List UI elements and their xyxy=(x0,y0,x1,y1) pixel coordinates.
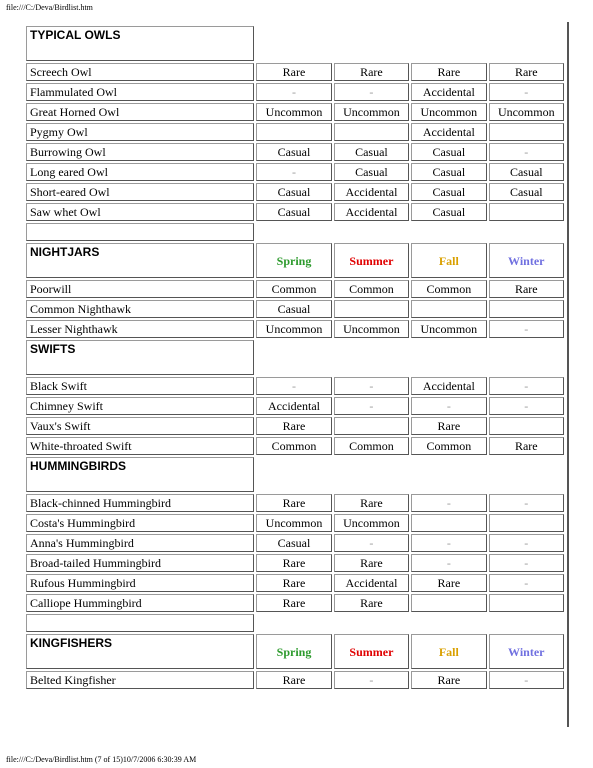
spacer-row xyxy=(26,223,564,241)
table-row xyxy=(26,63,564,81)
status-cell-summer: Rare xyxy=(334,494,409,512)
status-cell-winter: - xyxy=(489,397,564,415)
status-cell-spring: Common xyxy=(256,280,331,298)
section-header-row xyxy=(26,634,564,669)
empty-header-cell xyxy=(334,340,409,375)
bird-name: Poorwill xyxy=(26,280,254,298)
table-row xyxy=(26,83,564,101)
status-cell-fall: Common xyxy=(411,437,486,455)
bird-name: Vaux's Swift xyxy=(26,417,254,435)
status-cell-spring xyxy=(256,123,331,141)
status-cell-summer xyxy=(334,300,409,318)
table-row xyxy=(26,437,564,455)
bird-name: Pygmy Owl xyxy=(26,123,254,141)
bird-name: Long eared Owl xyxy=(26,163,254,181)
section-title: NIGHTJARS xyxy=(26,243,254,278)
status-cell-fall: Uncommon xyxy=(411,103,486,121)
status-cell-spring: Rare xyxy=(256,417,331,435)
status-cell-spring: Rare xyxy=(256,594,331,612)
status-cell-summer: Common xyxy=(334,437,409,455)
status-cell-winter xyxy=(489,300,564,318)
status-cell-fall: - xyxy=(411,494,486,512)
bird-name: Black Swift xyxy=(26,377,254,395)
status-cell-fall: Casual xyxy=(411,163,486,181)
status-cell-spring: Casual xyxy=(256,534,331,552)
status-cell-fall: - xyxy=(411,554,486,572)
table-row xyxy=(26,300,564,318)
status-cell-fall: Rare xyxy=(411,63,486,81)
status-cell-fall: Casual xyxy=(411,183,486,201)
status-cell-spring: Casual xyxy=(256,203,331,221)
status-cell-spring: Common xyxy=(256,437,331,455)
empty-header-cell xyxy=(334,457,409,492)
status-cell-summer: Rare xyxy=(334,63,409,81)
status-cell-winter xyxy=(489,594,564,612)
bird-name: Flammulated Owl xyxy=(26,83,254,101)
status-cell-fall: Accidental xyxy=(411,83,486,101)
status-cell-spring: Accidental xyxy=(256,397,331,415)
status-cell-winter: - xyxy=(489,574,564,592)
status-cell-summer: Common xyxy=(334,280,409,298)
page-right-border xyxy=(567,22,569,727)
bird-name: Lesser Nighthawk xyxy=(26,320,254,338)
status-cell-summer: Uncommon xyxy=(334,514,409,532)
bird-name: Burrowing Owl xyxy=(26,143,254,161)
bird-name: Common Nighthawk xyxy=(26,300,254,318)
bird-name: Screech Owl xyxy=(26,63,254,81)
table-row xyxy=(26,203,564,221)
table-row xyxy=(26,594,564,612)
season-header-spring: Spring xyxy=(256,243,331,278)
status-cell-winter: - xyxy=(489,320,564,338)
table-row xyxy=(26,514,564,532)
bird-name: Anna's Hummingbird xyxy=(26,534,254,552)
table-row xyxy=(26,280,564,298)
empty-cell xyxy=(411,614,486,632)
status-cell-summer: Accidental xyxy=(334,574,409,592)
table-row xyxy=(26,534,564,552)
season-header-spring: Spring xyxy=(256,634,331,669)
table-row xyxy=(26,103,564,121)
status-cell-winter xyxy=(489,514,564,532)
status-cell-fall xyxy=(411,300,486,318)
table-row xyxy=(26,143,564,161)
table-row xyxy=(26,397,564,415)
status-cell-summer: Accidental xyxy=(334,203,409,221)
table-row xyxy=(26,554,564,572)
status-cell-fall: Rare xyxy=(411,574,486,592)
status-cell-spring: - xyxy=(256,377,331,395)
season-header-fall: Fall xyxy=(411,243,486,278)
section-header-row xyxy=(26,457,564,492)
empty-cell xyxy=(256,223,331,241)
table-row xyxy=(26,320,564,338)
status-cell-spring: Casual xyxy=(256,143,331,161)
season-header-winter: Winter xyxy=(489,243,564,278)
status-cell-summer xyxy=(334,123,409,141)
status-cell-fall: Common xyxy=(411,280,486,298)
season-header-winter: Winter xyxy=(489,634,564,669)
table-row xyxy=(26,494,564,512)
status-cell-fall: Casual xyxy=(411,203,486,221)
status-cell-winter: Rare xyxy=(489,280,564,298)
status-cell-summer: - xyxy=(334,397,409,415)
status-cell-fall: Uncommon xyxy=(411,320,486,338)
status-cell-fall: Rare xyxy=(411,671,486,689)
bird-name: Saw whet Owl xyxy=(26,203,254,221)
empty-cell xyxy=(489,223,564,241)
empty-cell xyxy=(334,614,409,632)
status-cell-winter: - xyxy=(489,377,564,395)
season-header-summer: Summer xyxy=(334,634,409,669)
bird-name: Black-chinned Hummingbird xyxy=(26,494,254,512)
table-row xyxy=(26,183,564,201)
section-header-row xyxy=(26,26,564,61)
status-cell-spring: Rare xyxy=(256,494,331,512)
section-title: HUMMINGBIRDS xyxy=(26,457,254,492)
table-row xyxy=(26,671,564,689)
status-cell-spring: Rare xyxy=(256,554,331,572)
status-cell-fall: - xyxy=(411,534,486,552)
status-cell-spring: Rare xyxy=(256,63,331,81)
status-cell-winter: - xyxy=(489,494,564,512)
status-cell-winter xyxy=(489,123,564,141)
empty-header-cell xyxy=(411,26,486,61)
empty-cell xyxy=(411,223,486,241)
bird-name: Short-eared Owl xyxy=(26,183,254,201)
table-row xyxy=(26,163,564,181)
season-header-summer: Summer xyxy=(334,243,409,278)
bird-name: Chimney Swift xyxy=(26,397,254,415)
table-row xyxy=(26,377,564,395)
status-cell-winter: - xyxy=(489,83,564,101)
status-cell-winter: Rare xyxy=(489,63,564,81)
status-cell-summer: Accidental xyxy=(334,183,409,201)
empty-header-cell xyxy=(256,340,331,375)
browser-page-footer: file:///C:/Deva/Birdlist.htm (7 of 15)10/7/2006 6:30:39 AM xyxy=(6,755,197,764)
status-cell-summer: Rare xyxy=(334,554,409,572)
table-row xyxy=(26,574,564,592)
status-cell-spring: - xyxy=(256,83,331,101)
status-cell-winter: - xyxy=(489,143,564,161)
status-cell-winter: - xyxy=(489,671,564,689)
status-cell-summer: - xyxy=(334,534,409,552)
status-cell-summer: Uncommon xyxy=(334,103,409,121)
spacer-cell xyxy=(26,223,254,241)
status-cell-summer: Uncommon xyxy=(334,320,409,338)
browser-url-header: file:///C:/Deva/Birdlist.htm xyxy=(6,3,93,12)
status-cell-fall: Accidental xyxy=(411,377,486,395)
status-cell-winter xyxy=(489,203,564,221)
bird-name: White-throated Swift xyxy=(26,437,254,455)
status-cell-winter: Casual xyxy=(489,163,564,181)
status-cell-summer: - xyxy=(334,377,409,395)
status-cell-summer: - xyxy=(334,671,409,689)
status-cell-spring: Casual xyxy=(256,183,331,201)
status-cell-spring: Uncommon xyxy=(256,103,331,121)
status-cell-summer: - xyxy=(334,83,409,101)
status-cell-spring: Casual xyxy=(256,300,331,318)
status-cell-spring: Uncommon xyxy=(256,320,331,338)
status-cell-winter: Casual xyxy=(489,183,564,201)
empty-header-cell xyxy=(411,457,486,492)
bird-name: Great Horned Owl xyxy=(26,103,254,121)
status-cell-winter: - xyxy=(489,554,564,572)
section-title: SWIFTS xyxy=(26,340,254,375)
spacer-row xyxy=(26,614,564,632)
section-title: KINGFISHERS xyxy=(26,634,254,669)
bird-name: Belted Kingfisher xyxy=(26,671,254,689)
status-cell-winter: - xyxy=(489,534,564,552)
bird-name: Rufous Hummingbird xyxy=(26,574,254,592)
status-cell-fall xyxy=(411,594,486,612)
empty-header-cell xyxy=(256,457,331,492)
bird-name: Broad-tailed Hummingbird xyxy=(26,554,254,572)
status-cell-summer xyxy=(334,417,409,435)
section-header-row xyxy=(26,243,564,278)
status-cell-fall: Rare xyxy=(411,417,486,435)
status-cell-fall: Casual xyxy=(411,143,486,161)
section-title: TYPICAL OWLS xyxy=(26,26,254,61)
spacer-cell xyxy=(26,614,254,632)
status-cell-summer: Casual xyxy=(334,143,409,161)
empty-cell xyxy=(256,614,331,632)
status-cell-fall xyxy=(411,514,486,532)
bird-list-table xyxy=(24,24,566,691)
status-cell-summer: Rare xyxy=(334,594,409,612)
status-cell-winter: Rare xyxy=(489,437,564,455)
status-cell-winter xyxy=(489,417,564,435)
empty-header-cell xyxy=(489,26,564,61)
status-cell-fall: Accidental xyxy=(411,123,486,141)
bird-name: Calliope Hummingbird xyxy=(26,594,254,612)
status-cell-spring: Rare xyxy=(256,671,331,689)
empty-header-cell xyxy=(489,340,564,375)
empty-header-cell xyxy=(411,340,486,375)
status-cell-spring: Uncommon xyxy=(256,514,331,532)
bird-name: Costa's Hummingbird xyxy=(26,514,254,532)
status-cell-winter: Uncommon xyxy=(489,103,564,121)
status-cell-fall: - xyxy=(411,397,486,415)
empty-header-cell xyxy=(334,26,409,61)
table-row xyxy=(26,417,564,435)
status-cell-spring: - xyxy=(256,163,331,181)
status-cell-summer: Casual xyxy=(334,163,409,181)
empty-cell xyxy=(489,614,564,632)
empty-header-cell xyxy=(489,457,564,492)
empty-header-cell xyxy=(256,26,331,61)
status-cell-spring: Rare xyxy=(256,574,331,592)
section-header-row xyxy=(26,340,564,375)
table-row xyxy=(26,123,564,141)
empty-cell xyxy=(334,223,409,241)
season-header-fall: Fall xyxy=(411,634,486,669)
